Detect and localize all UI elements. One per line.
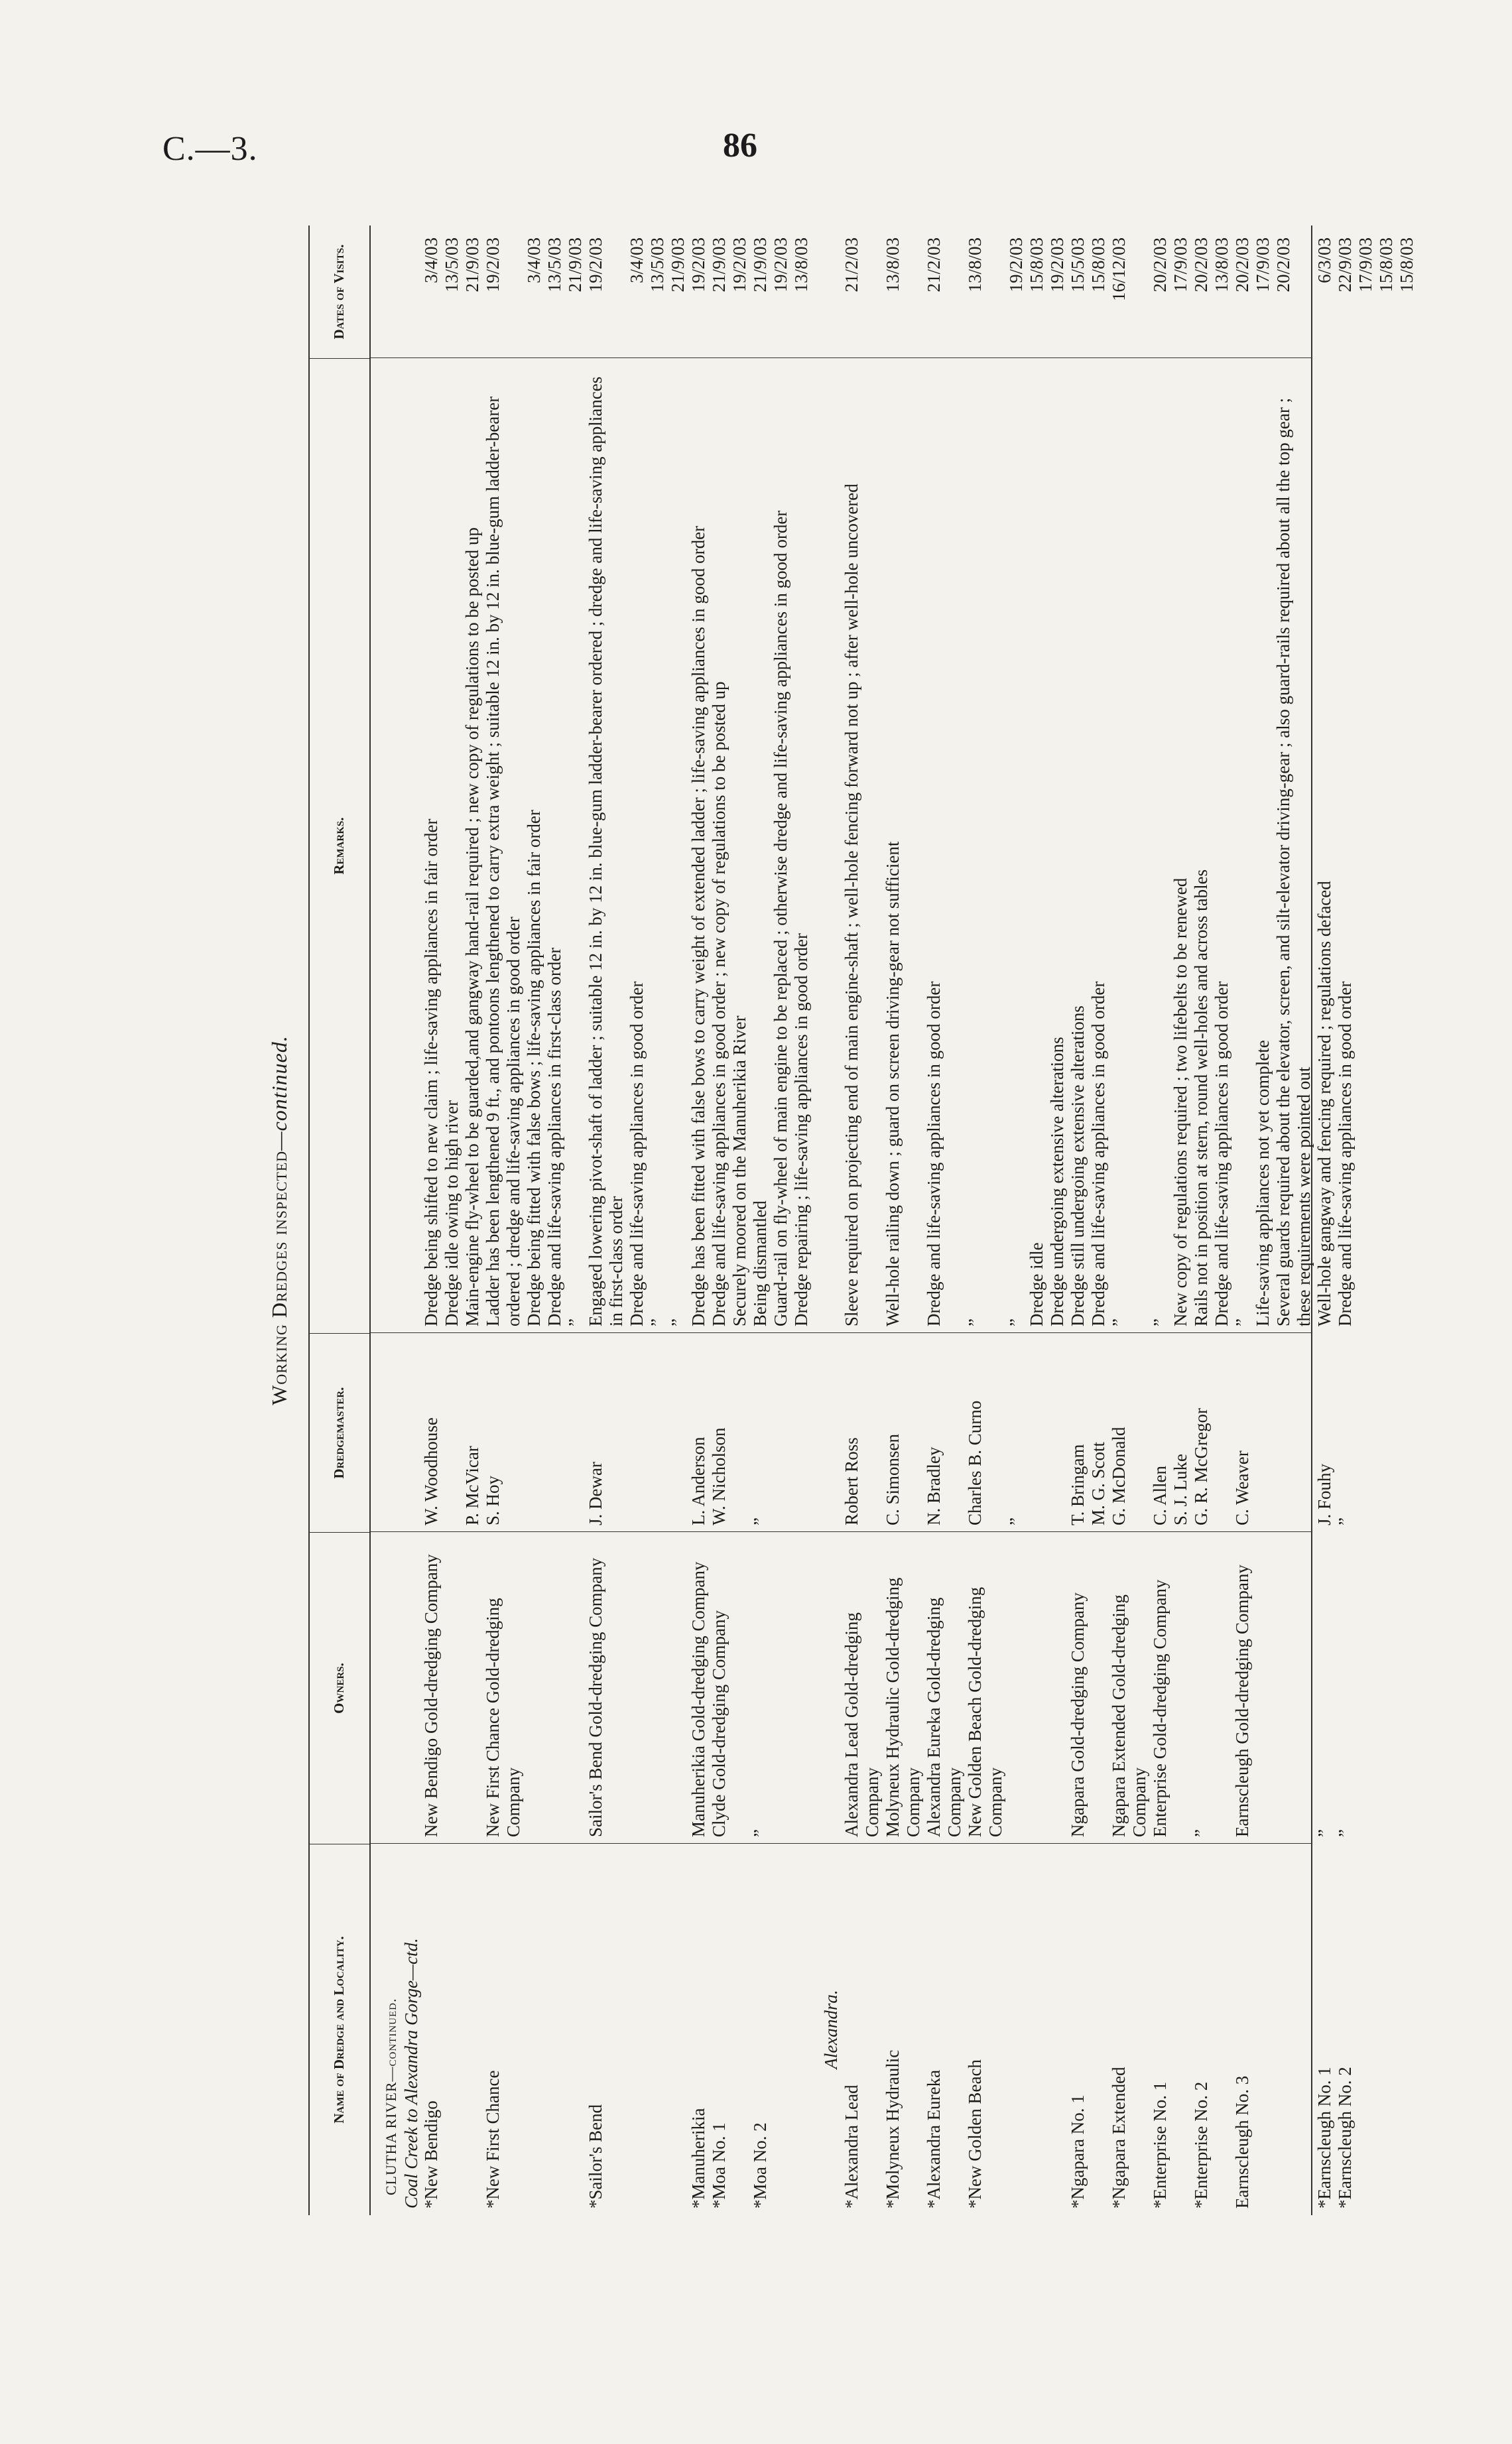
remarks-cell: Securely moored on the Manuherikia River <box>729 1015 749 1326</box>
dredge-name-cell: *New Bendigo <box>421 2100 441 2209</box>
owner-cell <box>544 1532 565 1844</box>
date-cell: 20/2/03 <box>1150 237 1170 292</box>
dredge-name-cell: *Ngapara Extended <box>1109 2067 1129 2209</box>
dredge-name-cell <box>565 1844 586 2215</box>
dredgemaster-cell: G. R. McGregor <box>1191 1408 1211 1525</box>
date-cell: 15/8/03 <box>1397 237 1417 292</box>
dredgemaster-cell <box>524 1333 544 1532</box>
section-heading-river: CLUTHA RIVER—continued. <box>383 1998 399 2195</box>
rotated-table-area <box>262 225 1417 2215</box>
owner-cell <box>1273 1532 1314 1844</box>
dredge-name-cell <box>791 1844 812 2215</box>
table-row <box>1376 225 1397 2215</box>
remarks-cell: Engaged lowering pivot-shaft of ladder ; suitable 12 in. by 12 in. blue-gum ladder-bearer ordered ; dredge and life-saving appliances in first-class order <box>586 376 626 1326</box>
dredge-name-cell <box>544 1844 565 2215</box>
dredge-name-cell <box>1273 1844 1314 2215</box>
dredgemaster-cell: T. Bringam <box>1068 1444 1088 1525</box>
owner-cell: Manuherikia Gold-dredging Company <box>688 1561 708 1837</box>
table-row <box>1355 225 1376 2215</box>
dredge-name-cell <box>729 1844 750 2215</box>
remarks-cell: Dredge idle <box>1027 1242 1046 1326</box>
table-row <box>965 225 1006 2215</box>
dredgemaster-cell: M. G. Scott <box>1088 1441 1108 1525</box>
rows-block-gorge <box>421 225 812 2215</box>
date-cell: 13/8/03 <box>965 237 985 292</box>
dredge-name-cell <box>462 1844 483 2215</box>
owner-cell: New Golden Beach Gold-dredging Company <box>965 1586 1005 1837</box>
date-cell: 19/2/03 <box>729 237 749 292</box>
date-cell: 21/9/03 <box>750 237 770 292</box>
table-row <box>688 225 709 2215</box>
dredge-name-cell: *Manuherikia <box>688 2108 708 2209</box>
owner-cell: Earnscleugh Gold-dredging Company <box>1232 1565 1252 1837</box>
remarks-cell: New copy of regulations required ; two lifebelts to be renewed <box>1170 877 1190 1326</box>
dredge-name-cell <box>647 1844 668 2215</box>
remarks-cell: Main-engine fly-wheel to be guarded,and gangway hand-rail required ; new copy of regulations to be posted up <box>462 527 482 1326</box>
remarks-cell: Dredge and life-saving appliances in good order ; new copy of regulations to be posted up <box>709 681 729 1326</box>
table-row <box>1273 225 1314 2215</box>
dredge-name-cell: *Alexandra Lead <box>842 2085 861 2209</box>
date-cell: 21/9/03 <box>709 237 729 292</box>
remarks-cell: Dredge still undergoing extensive alterations <box>1068 1005 1088 1326</box>
table-row <box>442 225 462 2215</box>
table-row <box>668 225 688 2215</box>
table-row <box>1232 225 1253 2215</box>
dredge-name-cell <box>524 1844 544 2215</box>
owner-cell: Sailor's Bend Gold-dredging Company <box>586 1557 605 1837</box>
remarks-cell: Dredge and life-saving appliances in good order <box>1212 981 1231 1326</box>
owner-cell: Clyde Gold-dredging Company <box>709 1610 729 1837</box>
owner-cell <box>1170 1532 1191 1844</box>
remarks-cell: Life-saving appliances not yet complete <box>1253 1040 1273 1326</box>
remarks-cell: Dredge has been fitted with false bows to carry weight of extended ladder ; life-saving appliances in good order <box>688 525 708 1326</box>
table-row <box>791 225 812 2215</box>
dredgemaster-cell <box>647 1333 668 1532</box>
dredgemaster-cell: W. Nicholson <box>709 1427 729 1525</box>
date-cell: 20/2/03 <box>1273 237 1293 292</box>
owner-cell: New First Chance Gold-dredging Company <box>483 1598 523 1837</box>
owner-cell: Ngapara Extended Gold-dredging Company <box>1109 1594 1149 1837</box>
table-row <box>586 225 627 2215</box>
owner-cell: Enterprise Gold-dredging Company <box>1150 1579 1170 1837</box>
remarks-cell: Dredge idle owing to high river <box>442 1100 462 1326</box>
date-cell: 21/9/03 <box>462 237 482 292</box>
table-row <box>750 225 771 2215</box>
table-row <box>544 225 565 2215</box>
dredge-name-cell <box>1088 1844 1109 2215</box>
table-row <box>1088 225 1109 2215</box>
dredge-name-cell: *Earnscleugh No. 2 <box>1335 2067 1355 2209</box>
table-row <box>565 225 586 2215</box>
dredgemaster-cell <box>729 1333 750 1532</box>
remarks-cell: ” <box>1150 1318 1170 1326</box>
remarks-cell: ” <box>668 1318 688 1326</box>
dredge-name-cell: Earnscleugh No. 3 <box>1232 2075 1252 2209</box>
dredge-name-cell: *Earnscleugh No. 1 <box>1314 2067 1334 2209</box>
document-code: C.—3. <box>162 130 258 168</box>
date-cell: 13/5/03 <box>442 237 462 292</box>
table-row <box>1397 225 1417 2215</box>
dredgemaster-cell: N. Bradley <box>924 1447 944 1525</box>
dredgemaster-cell: Robert Ross <box>842 1437 861 1525</box>
date-cell: 13/8/03 <box>883 237 903 292</box>
date-cell: 15/8/03 <box>1088 237 1108 292</box>
remarks-cell: ” <box>565 1318 585 1326</box>
dredge-name-cell: *New First Chance <box>483 2070 503 2209</box>
date-cell: 15/5/03 <box>1068 237 1088 292</box>
caption-continued: —continued. <box>267 1035 291 1151</box>
dredge-name-cell <box>1212 1844 1232 2215</box>
col-header-dredgemaster: Dredgemaster. <box>310 1333 369 1532</box>
table-row <box>483 225 524 2215</box>
remarks-cell: Dredge and life-saving appliances in good order <box>1335 981 1355 1326</box>
table-row <box>421 225 442 2215</box>
dredge-name-cell <box>771 1844 791 2215</box>
dredge-name-cell: *Molyneux Hydraulic <box>883 2049 903 2209</box>
dredgemaster-cell: S. J. Luke <box>1170 1454 1190 1525</box>
table-row <box>729 225 750 2215</box>
table-row <box>842 225 883 2215</box>
table-body <box>371 225 1417 2215</box>
dredge-name-cell: *Sailor's Bend <box>586 2104 605 2209</box>
remarks-cell: Dredge undergoing extensive alterations <box>1047 1037 1067 1326</box>
dredgemaster-cell <box>791 1333 812 1532</box>
date-cell: 21/9/03 <box>565 237 585 292</box>
dredge-name-cell <box>1253 1844 1273 2215</box>
dredgemaster-cell <box>668 1333 688 1532</box>
remarks-cell: Dredge and life-saving appliances in good order <box>924 981 944 1326</box>
owner-cell: Alexandra Eureka Gold-dredging Company <box>924 1597 964 1837</box>
date-cell: 20/2/03 <box>1191 237 1211 292</box>
dredgemaster-cell: ” <box>1335 1517 1355 1525</box>
remarks-cell: ” <box>1006 1318 1026 1326</box>
owner-cell: Ngapara Gold-dredging Company <box>1068 1592 1088 1837</box>
page-number: 86 <box>723 127 757 164</box>
dredgemaster-cell: J. Fouhy <box>1314 1463 1334 1525</box>
owner-cell <box>1253 1532 1273 1844</box>
owner-cell <box>668 1532 688 1844</box>
dredgemaster-cell: C. Weaver <box>1232 1450 1252 1525</box>
owner-cell <box>771 1532 791 1844</box>
date-cell: 19/2/03 <box>688 237 708 292</box>
date-cell: 13/5/03 <box>647 237 667 292</box>
dredge-name-cell <box>1047 1844 1068 2215</box>
dredgemaster-cell <box>1253 1333 1273 1532</box>
owner-cell <box>462 1532 483 1844</box>
owner-cell <box>1047 1532 1068 1844</box>
remarks-cell: Being dismantled <box>750 1200 770 1326</box>
dredgemaster-cell: C. Simonsen <box>883 1433 903 1525</box>
dredge-name-cell: *Moa No. 1 <box>709 2122 729 2209</box>
date-cell: 21/2/03 <box>924 237 944 292</box>
date-cell: 13/8/03 <box>791 237 811 292</box>
col-header-remarks: Remarks. <box>310 358 369 1333</box>
col-header-owners: Owners. <box>310 1532 369 1844</box>
dredgemaster-cell <box>771 1333 791 1532</box>
date-cell: 20/2/03 <box>1232 237 1252 292</box>
dredgemaster-cell: C. Allen <box>1150 1465 1170 1525</box>
remarks-cell: ” <box>1232 1318 1252 1326</box>
dredgemaster-cell <box>442 1333 462 1532</box>
owner-cell <box>729 1532 750 1844</box>
remarks-cell: Dredge being shifted to new claim ; life-saving appliances in fair order <box>421 818 441 1326</box>
date-cell: 17/9/03 <box>1253 237 1273 292</box>
dredge-name-cell: *Alexandra Eureka <box>924 2069 944 2209</box>
column-rule <box>371 1531 1311 1532</box>
remarks-cell: Ladder has been lengthened 9 ft., and pontoons lengthened to carry extra weight ; suitable 12 in. by 12 in. blue-gum ladder-bearer ordered ; dredge and life-saving appliances in good order <box>483 396 523 1326</box>
dredge-name-cell: *Enterprise No. 1 <box>1150 2081 1170 2209</box>
remarks-cell: Well-hole gangway and fencing required ; regulations defaced <box>1314 881 1334 1326</box>
date-cell: 3/4/03 <box>524 237 544 284</box>
column-rule <box>371 1843 1311 1844</box>
date-cell: 19/2/03 <box>1047 237 1067 292</box>
dredge-name-cell: *Enterprise No. 2 <box>1191 2081 1211 2209</box>
dredge-name-cell <box>1006 1844 1027 2215</box>
date-cell: 15/8/03 <box>1376 237 1396 292</box>
remarks-cell: Dredge repairing ; life-saving appliances in good order <box>791 933 811 1326</box>
dredgemaster-cell: S. Hoy <box>483 1475 503 1525</box>
table-row <box>462 225 483 2215</box>
owner-cell: New Bendigo Gold-dredging Company <box>421 1554 441 1837</box>
dredgemaster-cell: P. McVicar <box>462 1446 482 1525</box>
dredge-name-cell <box>627 1844 647 2215</box>
dredge-name-cell: *Moa No. 2 <box>750 2122 770 2209</box>
column-rule <box>371 1332 1311 1333</box>
dredgemaster-cell <box>1212 1333 1232 1532</box>
table-row <box>647 225 668 2215</box>
dredgemaster-cell <box>1273 1333 1314 1532</box>
column-rule <box>371 357 1311 358</box>
dredgemaster-cell: ” <box>750 1517 770 1525</box>
owner-cell <box>565 1532 586 1844</box>
date-cell: 17/9/03 <box>1170 237 1190 292</box>
date-cell: 21/9/03 <box>668 237 688 292</box>
date-cell: 13/8/03 <box>1212 237 1231 292</box>
table-row <box>1150 225 1170 2215</box>
table-row <box>1212 225 1232 2215</box>
dredgemaster-cell: J. Dewar <box>586 1462 605 1525</box>
dredgemaster-cell: W. Woodhouse <box>421 1417 441 1525</box>
owner-cell: ” <box>1335 1829 1355 1837</box>
section-heading-alexandra: Alexandra. <box>821 1990 841 2069</box>
date-cell: 13/5/03 <box>544 237 564 292</box>
dredgemaster-cell <box>565 1333 586 1532</box>
table-row <box>1335 225 1355 2215</box>
dredge-name-cell: *Ngapara No. 1 <box>1068 2094 1088 2209</box>
owner-cell: ” <box>750 1829 770 1837</box>
owner-cell <box>791 1532 812 1844</box>
remarks-cell: ” <box>965 1318 985 1326</box>
dredge-name-cell <box>1170 1844 1191 2215</box>
table-row <box>1191 225 1212 2215</box>
table-row <box>924 225 965 2215</box>
date-cell: 19/2/03 <box>586 237 605 292</box>
table-row <box>627 225 647 2215</box>
owner-cell <box>627 1532 647 1844</box>
owner-cell <box>1006 1532 1027 1844</box>
table-header <box>310 225 371 2215</box>
remarks-cell: ” <box>1109 1318 1129 1326</box>
date-cell: 21/2/03 <box>842 237 861 292</box>
table-row <box>1047 225 1068 2215</box>
table-row <box>883 225 924 2215</box>
dredgemaster-cell: G. McDonald <box>1109 1427 1129 1525</box>
dredgemaster-cell <box>1027 1333 1047 1532</box>
remarks-cell: Dredge and life-saving appliances in first-class order <box>544 947 564 1326</box>
table-row <box>771 225 791 2215</box>
table-row <box>524 225 544 2215</box>
table-row <box>1170 225 1191 2215</box>
date-cell: 3/4/03 <box>421 237 441 284</box>
dredgemaster-cell: Charles B. Curno <box>965 1400 985 1525</box>
dredgemaster-cell: ” <box>1006 1517 1026 1525</box>
section-heading-gorge: Coal Creek to Alexandra Gorge—ctd. <box>401 1938 421 2209</box>
dredgemaster-cell <box>1047 1333 1068 1532</box>
owner-cell <box>442 1532 462 1844</box>
table-row <box>1109 225 1150 2215</box>
col-header-name: Name of Dredge and Locality. <box>310 1844 369 2215</box>
dredgemaster-cell: L. Anderson <box>688 1437 708 1525</box>
table-row <box>1314 225 1335 2215</box>
date-cell: 19/2/03 <box>771 237 790 292</box>
owner-cell: Alexandra Lead Gold-dredging Company <box>842 1612 882 1837</box>
date-cell: 15/8/03 <box>1027 237 1046 292</box>
dredgemaster-cell <box>544 1333 565 1532</box>
date-cell: 22/9/03 <box>1335 237 1355 292</box>
owner-cell <box>1027 1532 1047 1844</box>
dredges-table <box>308 225 1417 2215</box>
dredge-name-cell: *New Golden Beach <box>965 2059 985 2209</box>
table-row <box>709 225 729 2215</box>
date-cell: 19/2/03 <box>483 237 503 292</box>
remarks-cell: Dredge and life-saving appliances in good order <box>627 981 647 1326</box>
remarks-cell: Dredge being fitted with false bows ; life-saving appliances in fair order <box>524 810 544 1326</box>
date-cell: 19/2/03 <box>1006 237 1026 292</box>
owner-cell <box>647 1532 668 1844</box>
owner-cell: ” <box>1191 1829 1211 1837</box>
dredge-name-cell <box>668 1844 688 2215</box>
col-header-dates: Dates of Visits. <box>331 244 347 340</box>
rows-block-alexandra <box>842 225 1355 2215</box>
remarks-cell: Well-hole railing down ; guard on screen driving-gear not sufficient <box>883 841 903 1326</box>
owner-cell <box>1088 1532 1109 1844</box>
remarks-cell: Several guards required about the elevator, screen, and silt-elevator driving-gear ; also guard-rails required about all the top gear ; these requirements were pointed out <box>1273 397 1314 1326</box>
table-row <box>1027 225 1047 2215</box>
date-cell: 16/12/03 <box>1109 237 1129 302</box>
table-row <box>1253 225 1273 2215</box>
date-cell: 3/4/03 <box>627 237 647 284</box>
remarks-cell: ” <box>647 1318 667 1326</box>
dredgemaster-cell <box>627 1333 647 1532</box>
owner-cell <box>1212 1532 1232 1844</box>
date-cell: 17/9/03 <box>1355 237 1375 292</box>
table-row <box>1006 225 1027 2215</box>
dredge-name-cell <box>442 1844 462 2215</box>
remarks-cell: Dredge and life-saving appliances in good order <box>1088 981 1108 1326</box>
remarks-cell: Rails not in position at stern, round well-holes and across tables <box>1191 869 1211 1326</box>
owner-cell: ” <box>1314 1829 1334 1837</box>
owner-cell: Molyneux Hydraulic Gold-dredging Company <box>883 1577 923 1837</box>
table-caption <box>267 225 292 2215</box>
section-heading-row <box>821 225 842 2215</box>
date-cell: 6/3/03 <box>1314 237 1334 284</box>
dredge-name-cell <box>1027 1844 1047 2215</box>
owner-cell <box>524 1532 544 1844</box>
remarks-cell: Sleeve required on projecting end of main engine-shaft ; well-hole fencing forward not up ; after well-hole uncovered <box>842 483 861 1326</box>
table-row <box>1068 225 1088 2215</box>
caption-main: Working Dredges inspected <box>267 1150 291 1405</box>
remarks-cell: Guard-rail on fly-wheel of main engine to be replaced ; otherwise dredge and life-saving appliances in good order <box>771 510 790 1326</box>
